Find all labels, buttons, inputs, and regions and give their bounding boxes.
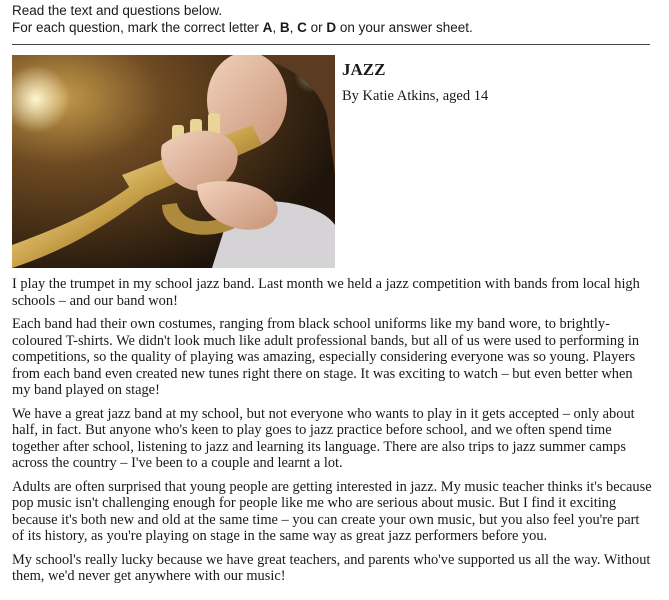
instructions-line-2 (12, 19, 473, 36)
article-byline: By Katie Atkins, aged 14 (342, 88, 489, 104)
article-paragraph: My school's really lucky because we have great teachers, and parents who've supported us all the way. Without them, we'd never get anywhere with our music! (12, 551, 651, 584)
separator-3: or (306, 20, 327, 35)
instructions-line-2-suffix: on your answer sheet. (336, 20, 473, 35)
letter-a: A (262, 20, 273, 35)
trumpet-player-photo (12, 55, 335, 268)
letter-d: D (326, 20, 337, 35)
article-title: JAZZ (342, 60, 386, 79)
separator-2: , (289, 20, 298, 35)
article-body (12, 276, 652, 592)
letter-b: B (279, 20, 290, 35)
instructions (12, 2, 473, 36)
article-paragraph: I play the trumpet in my school jazz band. Last month we held a jazz competition with bands from local high schools – and our band won! (12, 276, 640, 309)
divider-line (12, 44, 650, 45)
article-paragraph: Each band had their own costumes, ranging from black school uniforms like my band wore, to brightly-coloured T-shirts. We didn't look much like adult professional bands, but all of us were used to performing in competitions, so the quality of playing was amazing, especially considering everyone was so young. Players from each band even created new tunes right there on stage. It was exciting to watch – but even better when my band played on stage! (12, 316, 640, 398)
instructions-line-2-prefix: For each question, mark the correct letter (12, 20, 263, 35)
separator-1: , (272, 20, 280, 35)
letter-c: C (297, 20, 307, 35)
article-paragraph: Adults are often surprised that young people are getting interested in jazz. My music teacher thinks it's because pop music isn't challenging enough for people like me who are serious about music. But I find it exciting because it's both new and old at the same time – you can create your own music, but you also feel you're part of its history, as you're playing on stage in the same way as great jazz performers before you. (12, 478, 652, 544)
instructions-line-1: Read the text and questions below. (12, 3, 223, 18)
article-paragraph: We have a great jazz band at my school, but not everyone who wants to play in it gets accepted – only about half, in fact. But anyone who's keen to play goes to jazz practice before school, and we often spend time together after school, listening to jazz and learning its language. There are also trips to jazz summer camps across the country – I've been to a couple and learnt a lot. (12, 405, 635, 471)
